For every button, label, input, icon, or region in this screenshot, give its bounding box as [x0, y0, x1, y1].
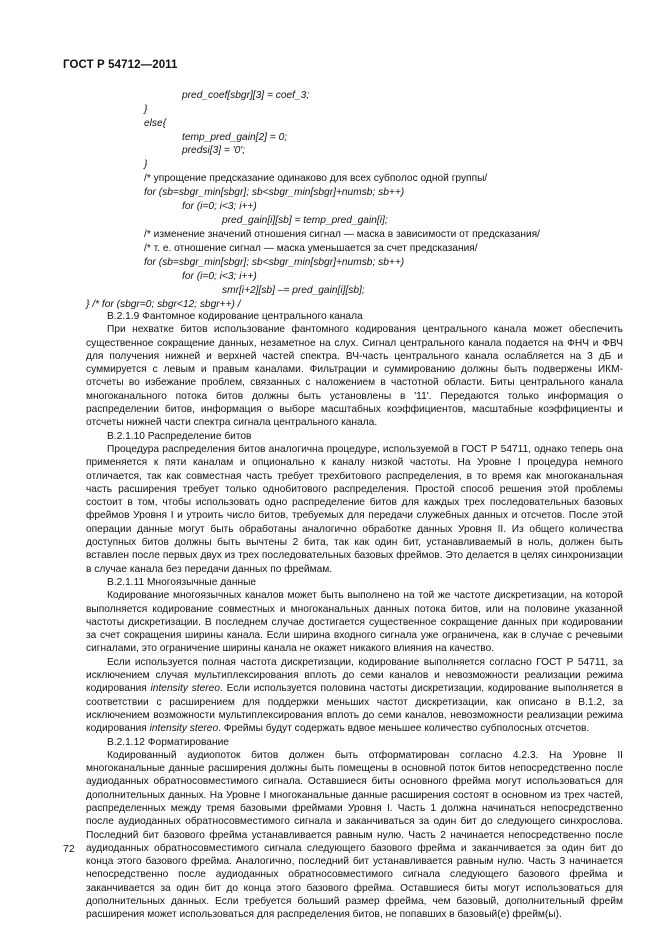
code-comment: /* изменение значений отношения сигнал — маска в зависимости от предсказания/ — [144, 229, 540, 240]
code-line: for (i=0; i<3; i++) — [182, 271, 257, 282]
code-line: for (sb=sbgr_min[sbgr]; sb<sbgr_min[sbgr]+numsb; sb++) — [144, 257, 405, 268]
text-run: . Фреймы будут содержать вдвое меньшее количество субполосных отсчетов. — [218, 723, 590, 735]
code-line: else{ — [144, 118, 167, 129]
section-heading: В.2.1.9 Фантомное кодирование центрального канала — [107, 311, 363, 322]
code-line: for (i=0; i<3; i++) — [182, 201, 257, 212]
code-line: pred_gain[i][sb] = temp_pred_gain[i]; — [222, 215, 388, 226]
code-line: } — [144, 159, 148, 170]
code-comment: /* т. е. отношение сигнал — маска уменьшается за счет предсказания/ — [144, 243, 478, 254]
page-number: 72 — [63, 843, 75, 855]
code-line: } /* for (sbgr=0; sbgr<12; sbgr++) / — [86, 299, 241, 310]
code-line: } — [144, 104, 148, 115]
paragraph: Кодирование многоязычных каналов может быть выполнено на той же частоте дискретизации, на которой выполняется кодирование совместных и многоканальных данных потока битов, или на половине указанной частоты дискретизации. В последнем случае достигается существенное сокращение данных при кодировании за счет сокращения ширины канала. Если ширина входного сигнала уже ограничена, как в случае с речевыми сигналами, это ограничение ширины канала не окажет никакого влияния на качество. — [86, 590, 623, 655]
section-heading: В.2.1.11 Многоязычные данные — [107, 576, 257, 588]
code-comment: /* упрощение предсказание одинаково для всех субполос одной группы/ — [144, 173, 488, 184]
code-line: predsi[3] = '0'; — [182, 145, 246, 156]
text-run: . Если используется половина частоты дискретизации, кодирование выполняется в соответствии с расширением для поддержки меньших частот дискретизации, как описано в В.1.2, за исключением возможности мультиплексирования вплоть до семи каналов, невозможности реализации режима кодирования — [86, 683, 623, 735]
term-intensity-stereo: intensity stereo — [149, 723, 219, 735]
paragraph: Кодированный аудиопоток битов должен быть отформатирован согласно 4.2.3. На Уровне II многоканальные данные расширения должны быть помещены в основной поток битов непосредственно после аудиоданных обратносовместимого сигнала. Оставшиеся биты основного фрейма могут использоваться для дополнительных данных. На Уровне I многоканальные данные расширения состоят в основном из трех частей, распределенных между тремя базовыми фреймами Уровня I. Часть 1 должна начинаться непосредственно после аудиоданных обратносовместимого сигнала и заканчиваться за один бит до следующего синхрослова. Последний бит базового фрейма устанавливается равным нулю. Часть 2 начинается непосредственно после аудиоданных обратносовместимого сигнала следующего базового фрейма и заканчивается за один бит до конца этого базового фрейма. Аналогично, последний бит устанавливается равным нулю. Часть 3 начинается непосредственно после аудиоданных обратносовместимого сигнала следующего базового фрейма и заканчивается за один бит до конца этого базового фрейма. Оставшиеся биты могут использоваться для дополнительных данных. Если требуется больший размер фрейма, чем базовый, дополнительный фрейм расширения может использоваться для распределения битов, не попавших в базовый(е) фрейм(ы). — [86, 749, 623, 921]
section-heading: В.2.1.10 Распределение битов — [107, 430, 252, 442]
section-heading: В.2.1.12 Форматирование — [107, 736, 229, 748]
code-line: temp_pred_gain[2] = 0; — [182, 132, 288, 143]
paragraph: Процедура распределения битов аналогична процедуре, используемой в ГОСТ Р 54711, однако теперь она применяется к пяти каналам и опционально к каналу низкой частоты. На Уровне I процедура немного отличается, так как совместная часть требует трехбитового распределения, в то время как многоканальная часть расширения требует только однобитового распределения. Простой способ решения этой проблемы состоит в том, чтобы использовать одно распределение битов для каждых трех последовательных базовых фреймов Уровня I и утроить число битов, требуемых для передачи служебных данных и отсчетов. После этой операции данные могут быть обработаны аналогично обработке данных Уровня II. Из общего количества доступных битов должны быть вычтены 2 бита, так как один бит, устанавливаемый в ноль, должен быть вставлен после первых двух из трех последовательных базовых фреймов. Это делается в целях синхронизации в случае канала без передачи данных по фреймам. — [86, 443, 623, 575]
code-line: pred_coef[sbgr][3] = coef_3; — [182, 90, 310, 101]
paragraph — [86, 656, 623, 736]
code-line: smr[i+2][sb] –= pred_gain[i][sb]; — [222, 285, 365, 296]
term-intensity-stereo: intensity stereo — [150, 683, 220, 695]
section-body — [86, 310, 623, 922]
text-run: Если используется полная частота дискретизации, кодирование выполняется согласно ГОСТ Р 54711, за исключением случая мультиплексирования вплоть до семи каналов и невозможности реализации режима кодирования — [86, 656, 623, 695]
code-line: for (sb=sbgr_min[sbgr]; sb<sbgr_min[sbgr]+numsb; sb++) — [144, 187, 405, 198]
paragraph: При нехватке битов использование фантомного кодирования центрального канала может обеспечить существенное сокращение данных, незаметное на слух. Сигнал центрального канала подается на ФНЧ и ФВЧ для получения нижней и верхней частей спектра. ВЧ-часть центрального канала ослабляется на 3 дБ и суммируется с левым и правым каналами. Фильтрации и суммированию должны быть подвержены ИКМ-отсчеты во избежание проблем, связанных с наложением в частотной области. Биты центрального канала многоканального потока битов должны быть установлены в '11'. Передаются только информация о распределении битов, информация о выборе масштабных коэффициентов, масштабные коэффициенты и отсчеты нижней части спектра сигнала центрального канала. — [86, 324, 623, 429]
document-header: ГОСТ Р 54712—2011 — [63, 59, 178, 71]
